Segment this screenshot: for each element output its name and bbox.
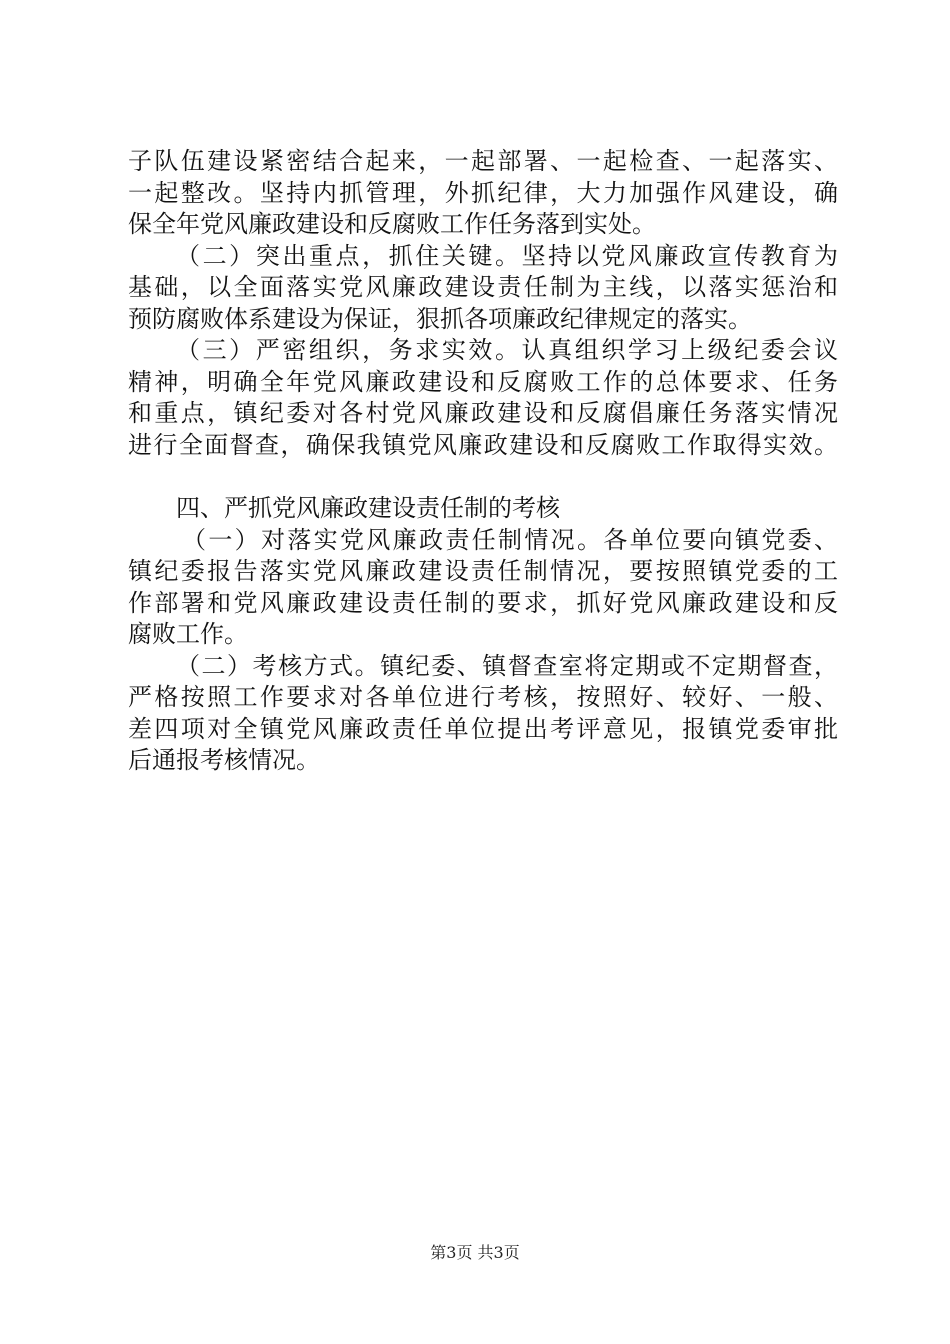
paragraph (128, 335, 838, 461)
text-line: 精神，明确全年党风廉政建设和反腐败工作的总体要求、任务 (128, 367, 838, 396)
section-heading-text: 四、严抓党风廉政建设责任制的考核 (176, 494, 560, 522)
text-line: 子队伍建设紧密结合起来，一起部署、一起检查、一起落实、 (128, 147, 838, 175)
text-line: （二）突出重点，抓住关键。坚持以党风廉政宣传教育为 (176, 241, 838, 270)
text-line: 镇纪委报告落实党风廉政建设责任制情况，要按照镇党委的工 (128, 557, 838, 585)
page-number-footer: 第3页 共3页 (430, 1243, 520, 1262)
section-heading (128, 493, 838, 525)
text-line: （二）考核方式。镇纪委、镇督查室将定期或不定期督查， (176, 651, 838, 680)
paragraph (128, 241, 838, 336)
text-line: 基础，以全面落实党风廉政建设责任制为主线，以落实惩治和 (128, 273, 838, 301)
paragraph (128, 651, 838, 777)
text-line: 后通报考核情况。 (128, 746, 320, 774)
text-line: 一起整改。坚持内抓管理，外抓纪律，大力加强作风建设，确 (128, 178, 838, 207)
text-line: 预防腐败体系建设为保证，狠抓各项廉政纪律规定的落实。 (128, 304, 752, 333)
paragraph (128, 146, 838, 241)
text-line: 保全年党风廉政建设和反腐败工作任务落到实处。 (128, 210, 656, 238)
text-line: 和重点，镇纪委对各村党风廉政建设和反腐倡廉任务落实情况 (128, 399, 838, 427)
document-body (128, 146, 838, 777)
text-line: 严格按照工作要求对各单位进行考核，按照好、较好、一般、 (128, 683, 838, 711)
text-line: 进行全面督查，确保我镇党风廉政建设和反腐败工作取得实效。 (128, 430, 838, 459)
text-line: （一）对落实党风廉政责任制情况。各单位要向镇党委、 (182, 525, 838, 554)
text-line: （三）严密组织，务求实效。认真组织学习上级纪委会议 (176, 336, 838, 364)
paragraph-gap (128, 461, 838, 493)
text-line: 差四项对全镇党风廉政责任单位提出考评意见，报镇党委审批 (128, 714, 838, 743)
paragraph (128, 525, 838, 651)
text-line: 作部署和党风廉政建设责任制的要求，抓好党风廉政建设和反 (128, 588, 838, 617)
text-line: 腐败工作。 (128, 620, 248, 648)
